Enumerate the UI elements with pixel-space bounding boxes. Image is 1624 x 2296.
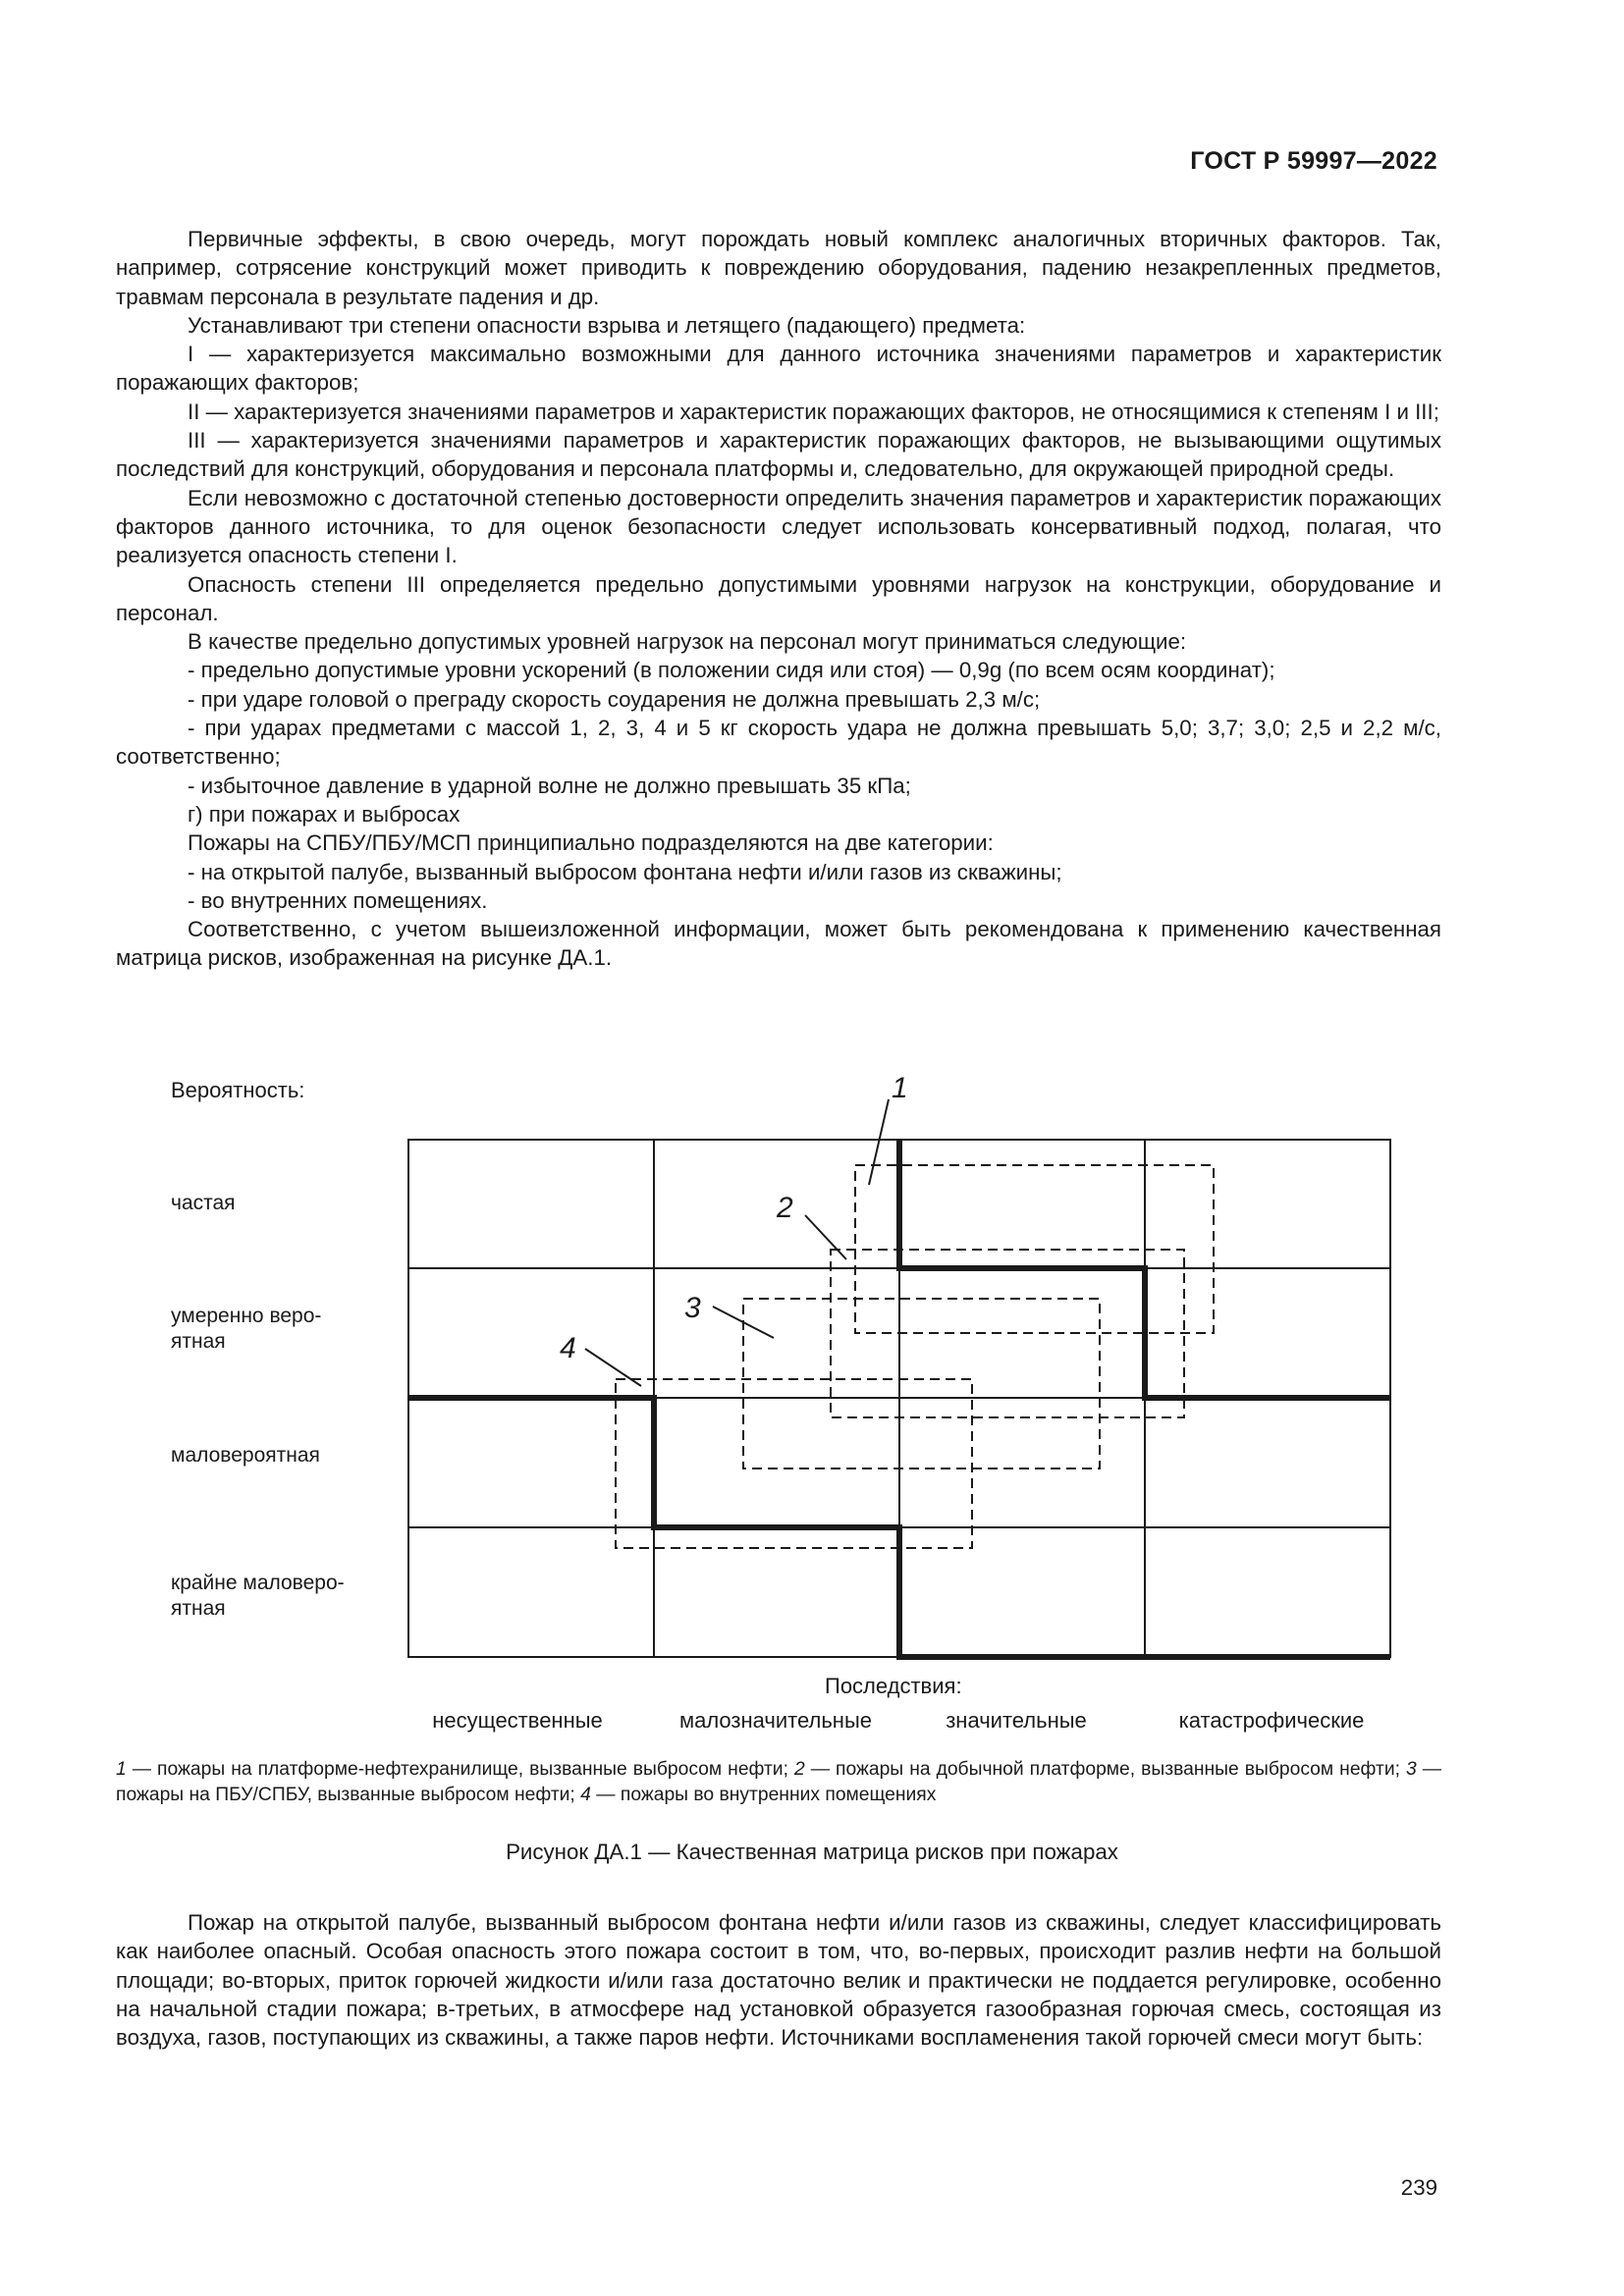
legend-text: — пожары на добычной платформе, вызванные выбросом нефти; [804,1759,1406,1780]
legend-text: — пожары на платформе-нефтехранилище, вызванные выбросом нефти; [126,1759,794,1780]
row-label: умеренно веро- [171,1305,322,1327]
leader-line-4 [585,1349,641,1386]
fire-zone-1 [855,1165,1214,1333]
leader-line-2 [805,1215,846,1259]
risk-matrix-figure [0,1060,1624,1747]
list-item: - избыточное давление в ударной волне не должно превышать 35 кПа; [188,773,911,798]
paragraph: Пожары на СПБУ/ПБУ/МСП принципиально подразделяются на две категории: [188,830,994,856]
x-axis-title: Последствия: [825,1674,962,1698]
column-label: катастрофические [1178,1708,1365,1733]
page-number: 239 [1400,2175,1437,2200]
leader-line-1 [869,1099,889,1185]
paragraph: II — характеризуется значениями параметров и характеристик поражающих факторов, не относящимися к степеням I и III; [188,399,1439,424]
paragraph: Первичные эффекты, в свою очередь, могут порождать новый комплекс аналогичных вторичных факторов. Так, например, сотрясение конструкций может приводить к повреждению оборудования, падению незакрепленных предметов, травмам персонала в результате падения и др. [116,227,1441,309]
legend-number: 3 [1405,1759,1417,1780]
column-label: несущественные [432,1708,603,1733]
fire-zone-4 [616,1379,972,1548]
legend-text: — пожары на ПБУ/СПБУ, вызванные выбросом нефти; [116,1759,1442,1805]
legend-number: 1 [116,1759,127,1780]
list-item: - во внутренних помещениях. [188,887,488,913]
column-label: малозначительные [678,1708,873,1733]
figure-title: Рисунок ДА.1 — Качественная матрица рисков при пожарах [506,1840,1118,1864]
list-item: - при ударах предметами с массой 1, 2, 3, 4 и 5 кг скорость удара не должна превышать 5,0; 3,7; 3,0; 2,5 и 2,2 м/с, соответственно; [116,716,1441,770]
paragraph: Если невозможно с достаточной степенью достоверности определить значения параметров и характеристик поражающих факторов данного источника, то для оценок безопасности следует использовать консервативный подход, полагая, что реализуется опасность степени I. [116,485,1441,568]
fire-zone-3 [743,1299,1100,1468]
document-header: ГОСТ Р 59997—2022 [1190,147,1437,175]
paragraph: Соответственно, с учетом вышеизложенной информации, может быть рекомендована к применению качественная матрица рисков, изображенная на рисунке ДА.1. [116,917,1441,971]
paragraph: Опасность степени III определяется предельно допустимыми уровнями нагрузок на конструкции, оборудование и персонал. [116,571,1441,625]
marker-1: 1 [892,1072,908,1104]
paragraph: Устанавливают три степени опасности взрыва и летящего (падающего) предмета: [188,312,1026,338]
paragraph: Пожар на открытой палубе, вызванный выбросом фонтана нефти и/или газов из скважины, следует классифицировать как наиболее опасный. Особая опасность этого пожара состоит в том, что, во-первых, происходит разлив нефти на большой площади; во-вторых, приток горючей жидкости и/или газа достаточно велик и практически не поддается регулировке, особенно на начальной стадии пожара; в-третьих, в атмосфере над установкой образуется газообразная горючая смесь, состоящая из воздуха, газов, поступающих из скважины, а также паров нефти. Источниками воспламенения такой горючей смеси могут быть: [116,1910,1441,2051]
marker-3: 3 [684,1292,701,1324]
row-label: частая [171,1192,236,1214]
paragraph: В качестве предельно допустимых уровней нагрузок на персонал могут приниматься следующие: [188,629,1187,655]
row-label: маловероятная [171,1444,320,1467]
marker-4: 4 [560,1332,576,1364]
paragraph: III — характеризуется значениями параметров и характеристик поражающих факторов, не вызывающими ощутимых последствий для конструкций, оборудования и персонала платформы и, следовательно, для окружающей природной среды. [116,428,1441,482]
body-text-bottom [116,1908,1441,2052]
figure-legend [116,1757,1441,1807]
row-label: ятная [171,1330,226,1353]
legend-text: — пожары во внутренних помещениях [590,1784,937,1805]
list-item: - на открытой палубе, вызванный выбросом фонтана нефти и/или газов из скважины; [188,859,1062,884]
paragraph: I — характеризуется максимально возможными для данного источника значениями параметров и характеристик поражающих факторов; [116,342,1441,396]
row-label: крайне маловеро- [171,1572,345,1594]
legend-number: 2 [793,1759,805,1780]
list-item: - при ударе головой о преграду скорость соударения не должна превышать 2,3 м/с; [188,686,1041,712]
paragraph: г) при пожарах и выбросах [188,801,460,827]
legend-number: 4 [580,1784,591,1805]
y-axis-title: Вероятность: [171,1078,305,1102]
list-item: - предельно допустимые уровни ускорений (в положении сидя или стоя) — 0,9g (по всем осям координат); [188,658,1275,683]
marker-2: 2 [777,1192,793,1224]
row-label: ятная [171,1597,226,1620]
column-label: значительные [946,1708,1087,1733]
body-text [116,225,1441,973]
